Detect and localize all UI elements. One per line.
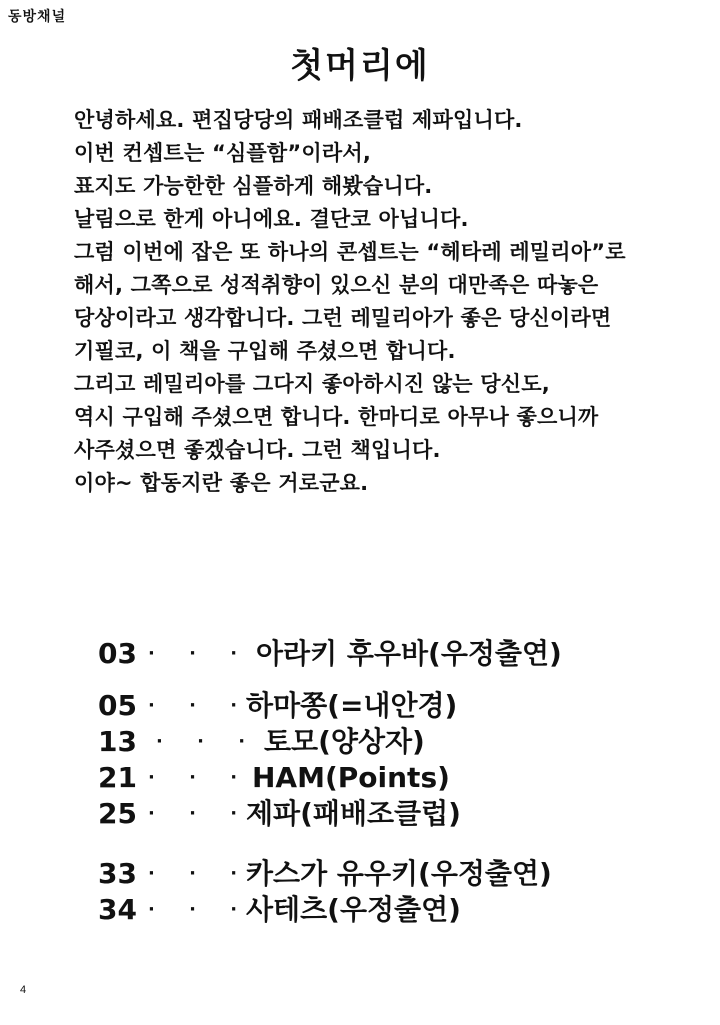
toc-leader-dots: · · ·: [148, 899, 252, 920]
toc-page-number: 34: [98, 893, 137, 926]
toc-leader-dots: · · ·: [148, 695, 252, 716]
toc-title: 토모(양상자): [264, 725, 425, 758]
page-number: 4: [20, 984, 27, 996]
intro-line: 역시 구입해 주셨으면 합니다. 한마디로 아무나 좋으니까: [74, 405, 599, 429]
intro-line: 이번 컨셉트는 “심플함”이라서,: [74, 141, 372, 165]
intro-line: 그리고 레밀리아를 그다지 좋아하시진 않는 당신도,: [74, 372, 550, 396]
toc-leader-dots: · · ·: [148, 643, 252, 664]
toc-page-number: 13: [98, 725, 137, 758]
toc-leader-dots: · · ·: [148, 863, 252, 884]
intro-line: 당상이라고 생각합니다. 그런 레밀리아가 좋은 당신이라면: [74, 306, 612, 330]
toc-leader-dots: · · ·: [148, 767, 252, 788]
toc-title: 제파(패배조클럽): [246, 797, 461, 830]
page-title: 첫머리에: [290, 46, 430, 86]
toc-title: 아라키 후우바(우정출연): [256, 637, 562, 670]
intro-line: 이야~ 합동지란 좋은 거로군요.: [74, 471, 369, 495]
toc-page-number: 05: [98, 689, 137, 722]
toc-page-number: 03: [98, 637, 137, 670]
intro-line: 표지도 가능한한 심플하게 해봤습니다.: [74, 174, 433, 198]
intro-line: 그럼 이번에 잡은 또 하나의 콘셉트는 “헤타레 레밀리아”로: [74, 240, 626, 264]
watermark: 동방채널: [8, 9, 67, 25]
toc-title: 사테츠(우정출연): [246, 893, 461, 926]
intro-line: 해서, 그쪽으로 성적취향이 있으신 분의 대만족은 따놓은: [74, 273, 599, 297]
toc-page-number: 33: [98, 857, 137, 890]
intro-line: 사주셨으면 좋겠습니다. 그런 책입니다.: [74, 438, 441, 462]
toc-leader-dots: · · ·: [148, 803, 252, 824]
table-of-contents: [98, 0, 658, 1025]
toc-title: 하마쫑(=내안경): [246, 689, 458, 722]
intro-line: 안녕하세요. 편집당당의 패배조클럽 제파입니다.: [74, 108, 523, 132]
toc-page-number: 25: [98, 797, 137, 830]
toc-title: 카스가 유우키(우정출연): [246, 857, 552, 890]
toc-title: HAM(Points): [252, 761, 450, 794]
intro-line: 날림으로 한게 아니에요. 결단코 아닙니다.: [74, 207, 469, 231]
toc-leader-dots: · · ·: [156, 731, 260, 752]
toc-page-number: 21: [98, 761, 137, 794]
intro-line: 기필코, 이 책을 구입해 주셨으면 합니다.: [74, 339, 456, 363]
